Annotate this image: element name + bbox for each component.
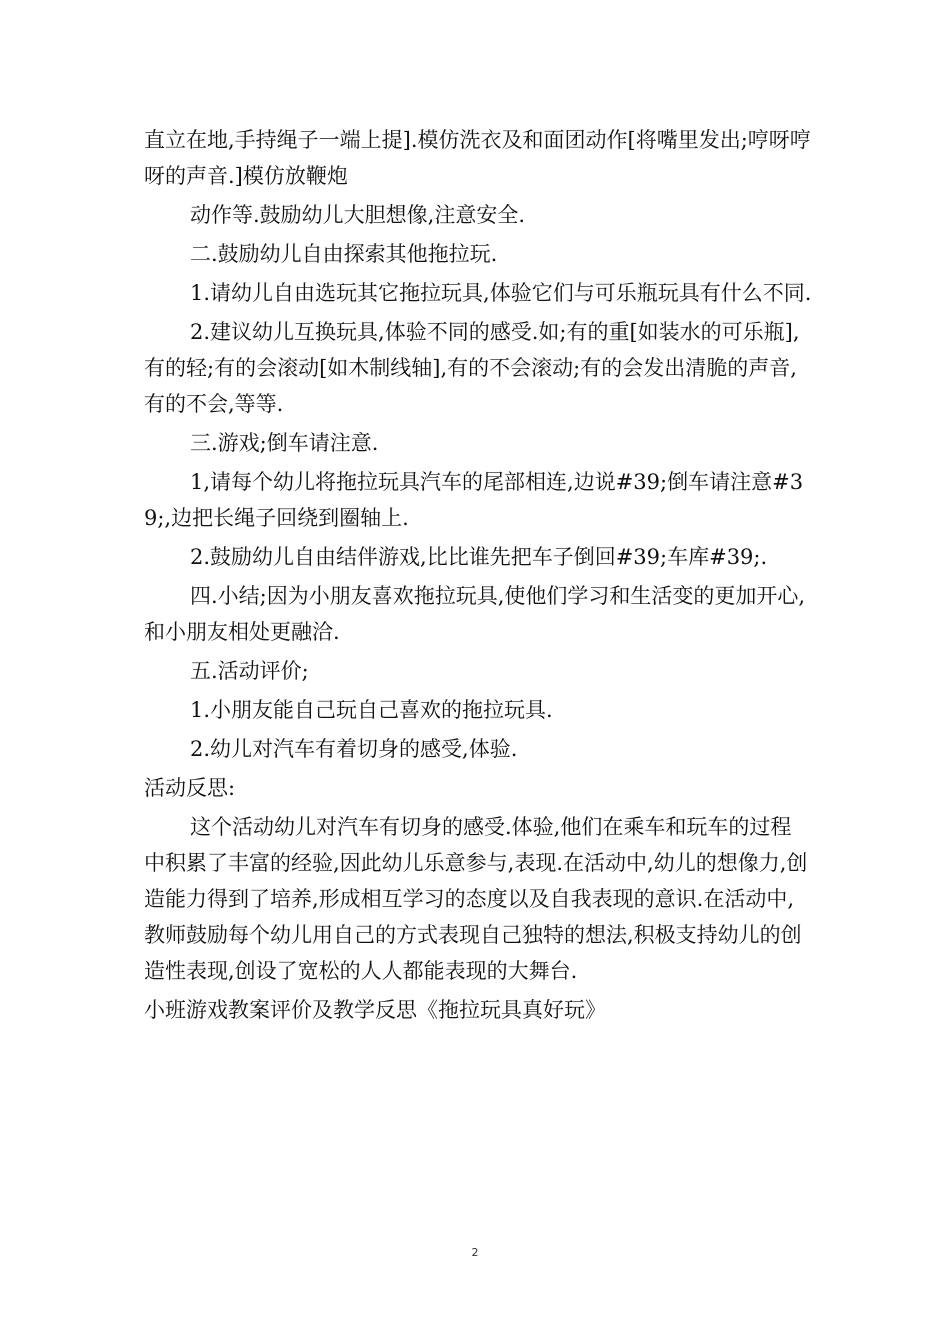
document-body <box>144 122 812 1031</box>
document-footer-title: 小班游戏教案评价及教学反思《拖拉玩具真好玩》 <box>144 998 606 1022</box>
paragraph-step-3-1: 1,请每个幼儿将拖拉玩具汽车的尾部相连,边说#39;倒车请注意#39;,边把长绳子回绕到圈轴上. <box>144 470 804 530</box>
page-number: 2 <box>471 1246 479 1259</box>
heading-section-3: 三.游戏;倒车请注意. <box>190 431 379 455</box>
paragraph-reflection-body: 这个活动幼儿对汽车有切身的感受.体验,他们在乘车和玩车的过程中积累了丰富的经验,因此幼儿乐意参与,表现.在活动中,幼儿的想像力,创造能力得到了培养,形成相互学习的态度以及自我表现的意识.在活动中,教师鼓励每个幼儿用自己的方式表现自己独特的想法,积极支持幼儿的创造性表现,创设了宽松的人人都能表现的大舞台. <box>144 815 808 983</box>
paragraph-step-2-2: 2.建议幼儿互换玩具,体验不同的感受.如;有的重[如装水的可乐瓶],有的轻;有的会滚动[如木制线轴],有的不会滚动;有的会发出清脆的声音,有的不会,等等. <box>144 320 800 416</box>
heading-section-5: 五.活动评价; <box>190 659 309 683</box>
paragraph-step-2-1: 1.请幼儿自由选玩其它拖拉玩具,体验它们与可乐瓶玩具有什么不同. <box>190 281 812 305</box>
paragraph-action-note: 动作等.鼓励幼儿大胆想像,注意安全. <box>190 203 526 227</box>
paragraph-evaluation-1: 1.小朋友能自己玩自己喜欢的拖拉玩具. <box>190 698 553 722</box>
paragraph-evaluation-2: 2.幼儿对汽车有着切身的感受,体验. <box>190 737 518 761</box>
heading-section-2: 二.鼓励幼儿自由探索其他拖拉玩. <box>190 242 498 266</box>
heading-section-4: 四.小结;因为小朋友喜欢拖拉玩具,使他们学习和生活变的更加开心,和小朋友相处更融洽. <box>144 584 806 644</box>
paragraph-step-3-2: 2.鼓励幼儿自由结伴游戏,比比谁先把车子倒回#39;车库#39;. <box>190 545 768 569</box>
heading-reflection: 活动反思: <box>144 776 236 800</box>
paragraph-continuation: 直立在地,手持绳子一端上提].模仿洗衣及和面团动作[将嘴里发出;哼呀哼呀的声音.]模仿放鞭炮 <box>144 128 811 188</box>
